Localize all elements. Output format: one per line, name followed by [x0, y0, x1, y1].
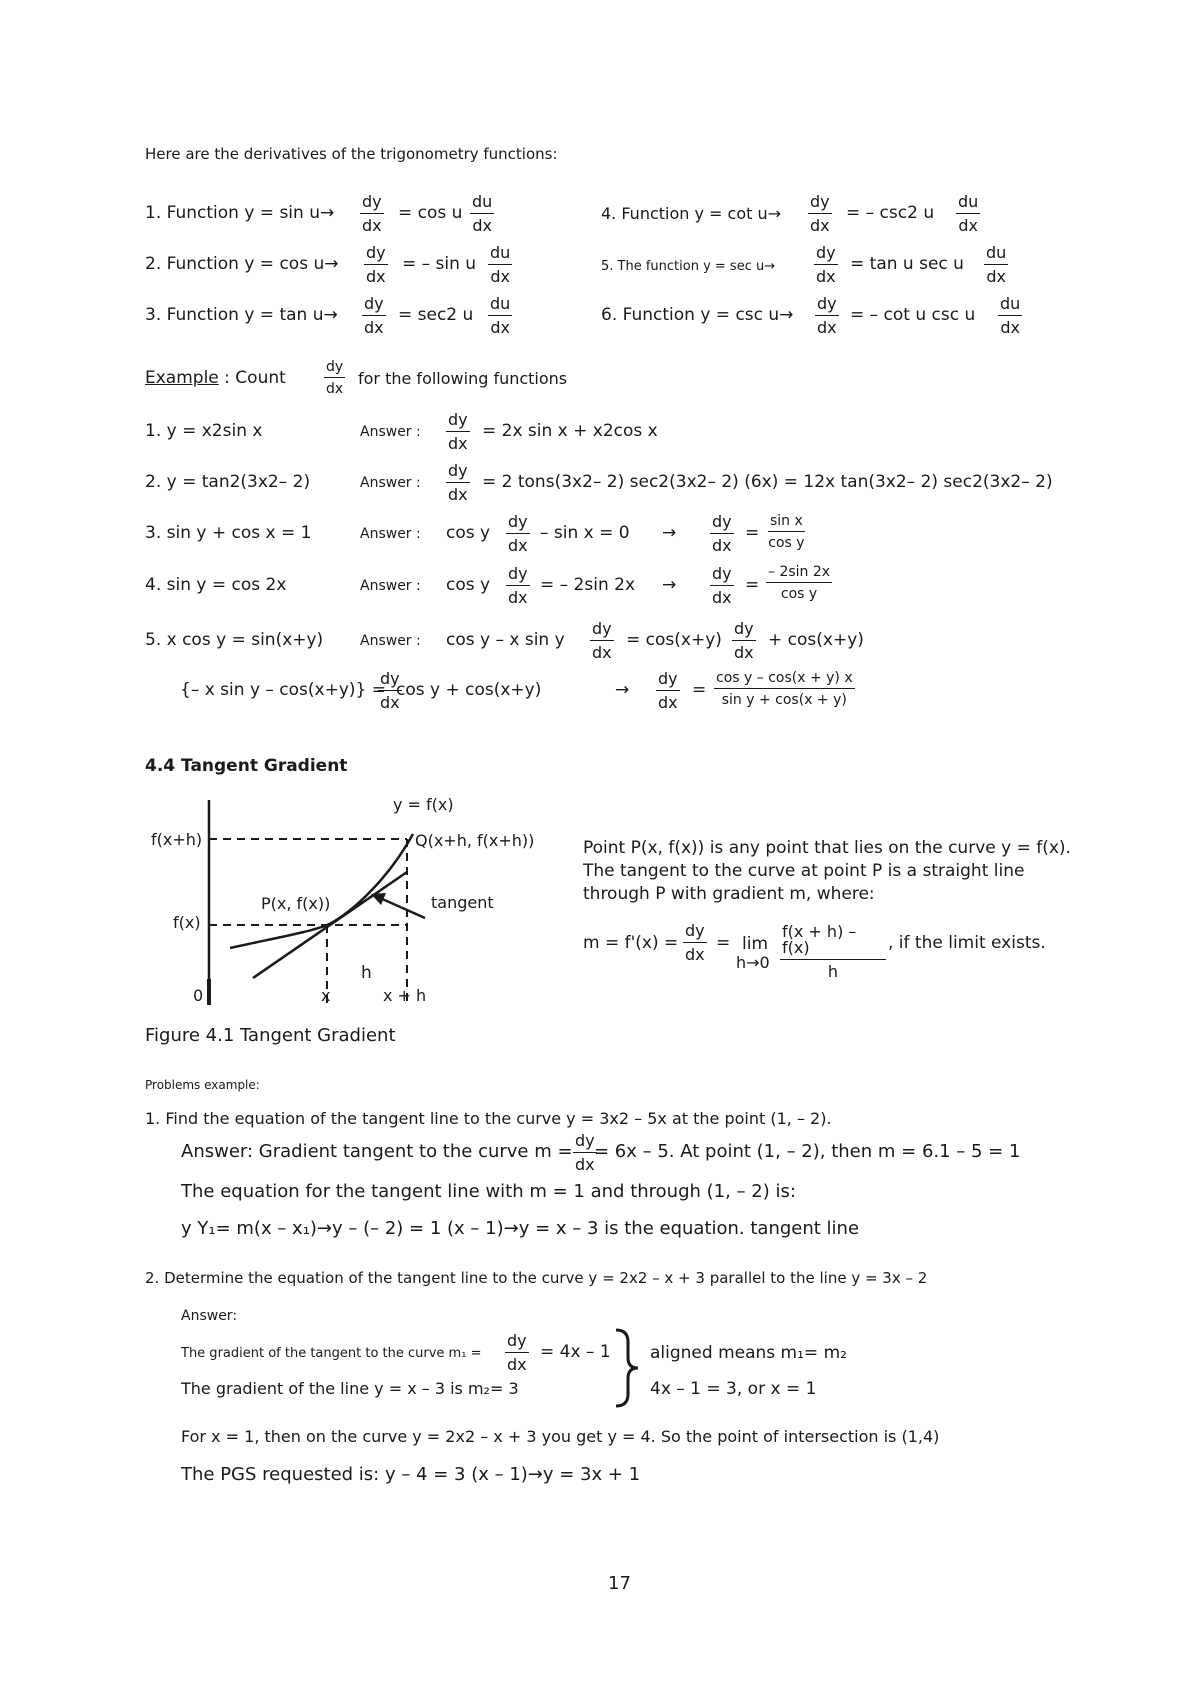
example-4-frac: $\frac{dy}{dx}$: [508, 564, 528, 607]
deriv-row-2-label: 2. Function y = cos u→: [145, 254, 339, 274]
example-1-answer: = 2x sin x + x2cos x: [482, 421, 658, 441]
example-frac: $\frac{dy}{dx}$: [326, 359, 344, 397]
lim-subscript: h→0: [736, 953, 770, 972]
example-3-question: 3. sin y + cos x = 1: [145, 523, 312, 543]
example-5-frac-2: $\frac{dy}{dx}$: [734, 619, 754, 662]
problem-2-line-2: The gradient of the line y = x – 3 is m₂= 3: [181, 1379, 519, 1398]
deriv-row-6-value: = – cot u csc u: [850, 305, 976, 325]
equals: =: [692, 680, 707, 700]
example-5-line2: {– x sin y – cos(x+y)} =: [180, 680, 387, 700]
deriv-row-1-label: 1. Function y = sin u→: [145, 203, 335, 223]
p-point-label: P(x, f(x)): [261, 894, 331, 913]
problem-2-line-3: For x = 1, then on the curve y = 2x2 – x + 3 you get y = 4. So the point of intersection is (1,4): [181, 1427, 940, 1446]
deriv-row-3-label: 3. Function y = tan u→: [145, 305, 338, 325]
fxh-label: f(x+h): [151, 830, 203, 849]
arrow: →: [615, 680, 630, 700]
section-title: 4.4 Tangent Gradient: [145, 756, 348, 776]
figure-caption: Figure 4.1 Tangent Gradient: [145, 1025, 396, 1046]
example-5-mid: = cos(x+y): [626, 630, 722, 650]
x-label: x: [321, 986, 331, 1005]
answer-label: Answer :: [360, 475, 421, 491]
h-label: h: [361, 963, 372, 983]
example-heading: [145, 370, 286, 387]
problem-1-answer-line-3: y Y₁= m(x – x₁)→y – (– 2) = 1 (x – 1)→y = x – 3 is the equation. tangent line: [181, 1218, 860, 1239]
problem-2-frac: $\frac{dy}{dx}$: [507, 1331, 527, 1374]
problem-2-right-1: aligned means m₁= m₂: [650, 1343, 847, 1363]
example-2-answer: = 2 tons(3x2– 2) sec2(3x2– 2) (6x) = 12x tan(3x2– 2) sec2(3x2– 2): [482, 472, 1053, 492]
example-3-frac: $\frac{dy}{dx}$: [508, 512, 528, 555]
origin-label: 0: [193, 986, 204, 1005]
answer-label: Answer :: [360, 633, 421, 649]
gradient-definition: m = f'(x) =: [583, 933, 679, 953]
desc-line-3: through P with gradient m, where:: [583, 884, 875, 904]
example-5-left: cos y – x sin y: [446, 630, 565, 650]
lim: lim: [742, 934, 769, 954]
deriv-row-5-label: 5. The function y = sec u→: [601, 259, 776, 274]
page-number: 17: [608, 1573, 631, 1594]
example-3-result-frac: $\frac{dy}{dx}$: [712, 512, 732, 555]
deriv-row-2-du-frac: $\frac{du}{dx}$: [490, 243, 511, 286]
problem-1-answer-right: = 6x – 5. At point (1, – 2), then m = 6.1 – 5 = 1: [594, 1141, 1021, 1162]
deriv-row-3-value: = sec2 u: [398, 305, 474, 325]
example-4-answer-frac: $\frac{- 2\sin 2x}{\text{cos y}}$: [768, 564, 831, 602]
problem-1-frac: $\frac{dy}{dx}$: [575, 1131, 595, 1174]
example-5-result-frac: $\frac{dy}{dx}$: [658, 669, 678, 712]
example-label: Example: [145, 368, 219, 388]
deriv-row-4-du-frac: $\frac{du}{dx}$: [958, 192, 979, 235]
gradient-frac: $\frac{dy}{dx}$: [685, 921, 705, 964]
example-count: : Count: [224, 368, 286, 388]
problem-2-right-2: 4x – 1 = 3, or x = 1: [650, 1379, 817, 1399]
deriv-row-4-label: 4. Function y = cot u→: [601, 204, 782, 223]
problem-2-line-1: The gradient of the tangent to the curve m₁ =: [181, 1346, 482, 1361]
deriv-row-3-frac: $\frac{dy}{dx}$: [364, 294, 384, 337]
intro-text: Here are the derivatives of the trigonometry functions:: [145, 145, 558, 163]
tangent-label: tangent: [431, 893, 494, 912]
example-tail: for the following functions: [358, 369, 568, 388]
example-5-right: + cos(x+y): [768, 630, 864, 650]
deriv-row-2-value: = – sin u: [402, 254, 477, 274]
problem-1-answer-left: Answer: Gradient tangent to the curve m =: [181, 1141, 573, 1162]
example-3-cosy: cos y: [446, 523, 491, 543]
deriv-row-4-frac: $\frac{dy}{dx}$: [810, 192, 830, 235]
deriv-row-1-du-frac: $\frac{du}{dx}$: [472, 192, 493, 235]
y-fx-label: y = f(x): [393, 795, 454, 814]
deriv-row-2-frac: $\frac{dy}{dx}$: [366, 243, 386, 286]
example-2-frac: $\frac{dy}{dx}$: [448, 461, 468, 504]
problem-1-answer-line-2: The equation for the tangent line with m = 1 and through (1, – 2) is:: [181, 1181, 796, 1202]
example-4-result-frac: $\frac{dy}{dx}$: [712, 564, 732, 607]
problem-2-answer-label: Answer:: [181, 1308, 238, 1324]
deriv-row-3-du-frac: $\frac{du}{dx}$: [490, 294, 511, 337]
equals: =: [716, 933, 731, 953]
problem-1: 1. Find the equation of the tangent line to the curve y = 3x2 – 5x at the point (1, – 2).: [145, 1109, 832, 1128]
example-3-answer-frac: $\frac{\text{sin x}}{\text{cos y}}$: [768, 513, 805, 551]
limit-tail: , if the limit exists.: [888, 933, 1046, 953]
desc-line-1: Point P(x, f(x)) is any point that lies on the curve y = f(x).: [583, 838, 1071, 858]
example-5-frac: $\frac{dy}{dx}$: [592, 619, 612, 662]
example-5-line2-frac: $\frac{dy}{dx}$: [380, 669, 400, 712]
xh-label: x + h: [383, 986, 427, 1005]
limit-frac: $\frac{f(x + h) - f(x)}{h}$: [780, 924, 886, 980]
tangent-arrow: [380, 898, 425, 918]
example-1-frac: $\frac{dy}{dx}$: [448, 410, 468, 453]
example-4-rest: = – 2sin 2x: [540, 575, 636, 595]
deriv-row-4-value: = – csc2 u: [846, 203, 935, 223]
equals: =: [745, 575, 760, 595]
problem-2-line-1-rest: = 4x – 1: [540, 1342, 611, 1362]
deriv-row-6-frac: $\frac{dy}{dx}$: [817, 294, 837, 337]
deriv-row-5-frac: $\frac{dy}{dx}$: [816, 243, 836, 286]
example-5-question: 5. x cos y = sin(x+y): [145, 630, 324, 650]
deriv-row-6-label: 6. Function y = csc u→: [601, 305, 794, 325]
example-3-rest: – sin x = 0: [540, 523, 630, 543]
deriv-row-1-value: = cos u: [398, 203, 463, 223]
arrow: →: [662, 575, 677, 595]
right-brace-icon: [612, 1328, 640, 1408]
deriv-row-1-frac: $\frac{dy}{dx}$: [362, 192, 382, 235]
deriv-row-5-value: = tan u sec u: [850, 254, 964, 274]
problem-2-line-4: The PGS requested is: y – 4 = 3 (x – 1)→y = 3x + 1: [181, 1464, 641, 1485]
problems-heading: Problems example:: [145, 1078, 260, 1092]
example-2-question: 2. y = tan2(3x2– 2): [145, 472, 311, 492]
q-point-label: Q(x+h, f(x+h)): [415, 831, 535, 850]
desc-line-2: The tangent to the curve at point P is a straight line: [583, 861, 1025, 881]
deriv-row-6-du-frac: $\frac{du}{dx}$: [1000, 294, 1021, 337]
problem-2: 2. Determine the equation of the tangent line to the curve y = 2x2 – x + 3 parallel to the line y = 3x – 2: [145, 1269, 928, 1287]
answer-label: Answer :: [360, 424, 421, 440]
example-4-question: 4. sin y = cos 2x: [145, 575, 287, 595]
deriv-row-5-du-frac: $\frac{du}{dx}$: [986, 243, 1007, 286]
tangent-gradient-figure: [145, 790, 565, 1015]
arrow: →: [662, 523, 677, 543]
answer-label: Answer :: [360, 578, 421, 594]
fx-label: f(x): [173, 913, 201, 932]
example-5-answer-frac: $\frac{\text{cos y – cos(x + y) x}}{\text{sin y + cos(x + y)}}$: [716, 670, 853, 708]
example-1-question: 1. y = x2sin x: [145, 421, 263, 441]
example-4-cosy: cos y: [446, 575, 491, 595]
equals: =: [745, 523, 760, 543]
example-5-line2-rest: cos y + cos(x+y): [396, 680, 542, 700]
answer-label: Answer :: [360, 526, 421, 542]
